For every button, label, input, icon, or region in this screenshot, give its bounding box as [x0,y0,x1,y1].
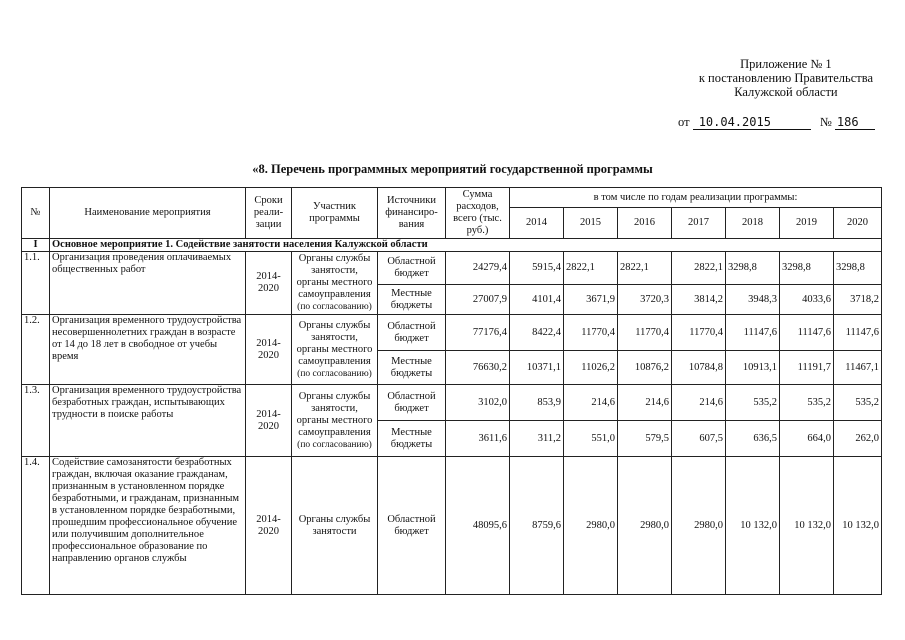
row-term: 2014-2020 [246,385,292,457]
year-value: 4101,4 [510,285,564,315]
participant-note: (по согласованию) [297,439,372,450]
col-header-year: 2015 [564,208,618,239]
row-name: Содействие самозанятости безработных граждан, включая оказание гражданам, признанным в установленном порядке безработными, и гражданам, признанным в установленном порядке безработными, прошедшим профессиональное обучение или получившим дополнительное профессиональное образование по направлению органов службы [50,457,246,595]
order-line [678,115,875,130]
row-participant [292,252,378,315]
year-value: 10784,8 [672,351,726,385]
year-value: 2822,1 [564,252,618,285]
year-value: 3720,3 [618,285,672,315]
year-value: 11770,4 [564,315,618,351]
table-row [22,457,882,595]
participant-text: Органы службы занятости, органы местного самоуправления [296,319,373,367]
year-value: 3298,8 [780,252,834,285]
row-source: Местные бюджеты [378,421,446,457]
year-value: 11770,4 [672,315,726,351]
year-value: 3671,9 [564,285,618,315]
participant-text: Органы службы занятости, органы местного самоуправления [296,390,373,438]
col-header-year: 2016 [618,208,672,239]
row-term: 2014-2020 [246,315,292,385]
row-source: Областной бюджет [378,457,446,595]
col-header-year: 2018 [726,208,780,239]
year-value: 11191,7 [780,351,834,385]
participant-text: Органы службы занятости, органы местного самоуправления [296,253,373,300]
participant-note: (по согласованию) [297,302,372,312]
year-value: 3718,2 [834,285,882,315]
order-from-label: от [678,115,690,129]
year-value: 11147,6 [780,315,834,351]
year-value: 11147,6 [726,315,780,351]
year-value: 8422,4 [510,315,564,351]
program-measures-table [21,187,882,595]
table-row [22,315,882,351]
year-value: 11770,4 [618,315,672,351]
year-value: 3298,8 [726,252,780,285]
row-num: 1.2. [22,315,50,385]
year-value: 3298,8 [834,252,882,285]
year-value: 2980,0 [564,457,618,595]
appendix-header [699,57,873,99]
year-value: 10 132,0 [726,457,780,595]
year-value: 11467,1 [834,351,882,385]
year-value: 664,0 [780,421,834,457]
row-num: 1.4. [22,457,50,595]
col-header-years-group: в том числе по годам реализации программы: [510,188,882,208]
year-value: 11026,2 [564,351,618,385]
year-value: 2980,0 [672,457,726,595]
appendix-number: Приложение № 1 [740,57,832,71]
row-participant [292,385,378,457]
year-value: 10 132,0 [780,457,834,595]
row-source: Местные бюджеты [378,351,446,385]
row-total: 3102,0 [446,385,510,421]
row-source: Областной бюджет [378,252,446,285]
row-name: Организация временного трудоустройства безработных граждан, испытывающих трудности в поиске работы [50,385,246,457]
row-participant [292,315,378,385]
year-value: 214,6 [564,385,618,421]
year-value: 11147,6 [834,315,882,351]
year-value: 10 132,0 [834,457,882,595]
row-num: 1.3. [22,385,50,457]
year-value: 10371,1 [510,351,564,385]
col-header-year: 2019 [780,208,834,239]
col-header-participant: Участник программы [292,188,378,239]
row-source: Местные бюджеты [378,285,446,315]
year-value: 535,2 [726,385,780,421]
row-name: Организация временного трудоустройства несовершеннолетних граждан в возрасте от 14 до 18 лет в свободное от учебы время [50,315,246,385]
row-source: Областной бюджет [378,385,446,421]
col-header-year: 2014 [510,208,564,239]
year-value: 3948,3 [726,285,780,315]
row-total: 27007,9 [446,285,510,315]
section-num: I [22,239,50,252]
table-row [22,385,882,421]
participant-note: (по согласованию) [297,368,372,379]
row-name: Организация проведения оплачиваемых общественных работ [50,252,246,315]
appendix-region: Калужской области [734,85,838,99]
row-total: 24279,4 [446,252,510,285]
year-value: 4033,6 [780,285,834,315]
year-value: 2822,1 [672,252,726,285]
year-value: 262,0 [834,421,882,457]
year-value: 8759,6 [510,457,564,595]
year-value: 214,6 [618,385,672,421]
year-value: 535,2 [780,385,834,421]
row-term: 2014-2020 [246,457,292,595]
col-header-source: Источники финансиро-вания [378,188,446,239]
row-num: 1.1. [22,252,50,315]
year-value: 535,2 [834,385,882,421]
year-value: 311,2 [510,421,564,457]
row-total: 77176,4 [446,315,510,351]
year-value: 2980,0 [618,457,672,595]
row-source: Областной бюджет [378,315,446,351]
order-number-label: № [819,115,832,129]
row-total: 3611,6 [446,421,510,457]
year-value: 10913,1 [726,351,780,385]
row-participant: Органы службы занятости [292,457,378,595]
document-title: «8. Перечень программных мероприятий государственной программы [252,162,653,176]
year-value: 579,5 [618,421,672,457]
col-header-total: Сумма расходов, всего (тыс. руб.) [446,188,510,239]
appendix-resolution: к постановлению Правительства [698,71,873,85]
year-value: 10876,2 [618,351,672,385]
col-header-year: 2020 [834,208,882,239]
order-number: 186 [835,115,875,130]
table-row [22,252,882,285]
row-total: 76630,2 [446,351,510,385]
section-row [22,239,882,252]
year-value: 2822,1 [618,252,672,285]
col-header-name: Наименование мероприятия [50,188,246,239]
year-value: 551,0 [564,421,618,457]
row-term: 2014-2020 [246,252,292,315]
order-date: 10.04.2015 [693,115,811,130]
col-header-term: Сроки реали-зации [246,188,292,239]
col-header-year: 2017 [672,208,726,239]
year-value: 607,5 [672,421,726,457]
year-value: 214,6 [672,385,726,421]
year-value: 636,5 [726,421,780,457]
year-value: 3814,2 [672,285,726,315]
row-total: 48095,6 [446,457,510,595]
col-header-num: № [22,188,50,239]
year-value: 5915,4 [510,252,564,285]
section-name: Основное мероприятие 1. Содействие занятости населения Калужской области [50,239,882,252]
year-value: 853,9 [510,385,564,421]
